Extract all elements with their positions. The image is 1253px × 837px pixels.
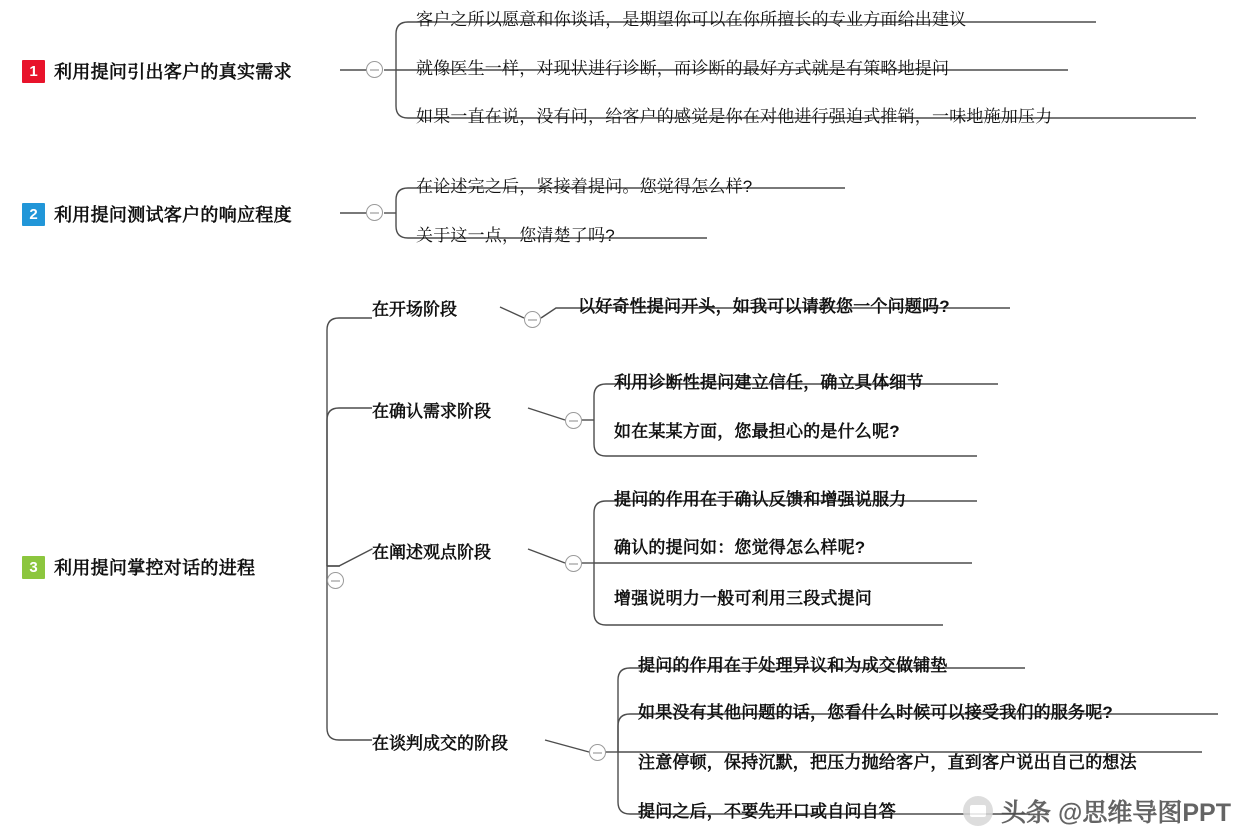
collapse-toggle-branch-1[interactable] (366, 61, 383, 78)
collapse-toggle-stage-1[interactable] (524, 311, 541, 328)
stage-label-2: 在确认需求阶段 (372, 402, 491, 421)
collapse-toggle-stage-4[interactable] (589, 744, 606, 761)
branch-badge-3: 3 (22, 556, 45, 579)
branch-root-3[interactable] (22, 554, 255, 580)
leaf-1-3: 如果一直在说，没有问，给客户的感觉是你在对他进行强迫式推销，一味地施加压力 (416, 107, 1053, 126)
branch-badge-1: 1 (22, 60, 45, 83)
branch-label-2: 利用提问测试客户的响应程度 (54, 205, 292, 225)
stage-label-3: 在阐述观点阶段 (372, 543, 491, 562)
branch-root-1[interactable] (22, 58, 292, 84)
branch-label-1: 利用提问引出客户的真实需求 (54, 62, 292, 82)
stage-label-1: 在开场阶段 (372, 300, 457, 319)
leaf-2-1: 在论述完之后，紧接着提问。您觉得怎么样? (416, 177, 753, 196)
collapse-toggle-branch-3[interactable] (327, 572, 344, 589)
leaf-3-3-1: 提问的作用在于确认反馈和增强说服力 (614, 490, 907, 509)
branch-root-2[interactable] (22, 201, 292, 227)
branch-label-3: 利用提问掌控对话的进程 (54, 558, 256, 578)
leaf-3-2-2: 如在某某方面，您最担心的是什么呢? (614, 422, 900, 441)
leaf-3-3-3: 增强说明力一般可利用三段式提问 (614, 589, 872, 608)
leaf-3-4-4: 提问之后，不要先开口或自问自答 (638, 802, 896, 821)
watermark-text: 头条 @思维导图PPT (1001, 799, 1231, 827)
stage-label-4: 在谈判成交的阶段 (372, 734, 508, 753)
leaf-3-4-3: 注意停顿，保持沉默，把压力抛给客户，直到客户说出自己的想法 (638, 753, 1137, 772)
leaf-1-2: 就像医生一样，对现状进行诊断，而诊断的最好方式就是有策略地提问 (416, 59, 950, 78)
collapse-toggle-stage-3[interactable] (565, 555, 582, 572)
leaf-3-2-1: 利用诊断性提问建立信任，确立具体细节 (614, 373, 924, 392)
watermark-logo-icon (963, 796, 993, 826)
leaf-2-2: 关于这一点，您清楚了吗? (416, 226, 615, 245)
collapse-toggle-stage-2[interactable] (565, 412, 582, 429)
leaf-3-4-2: 如果没有其他问题的话，您看什么时候可以接受我们的服务呢? (638, 703, 1113, 722)
leaf-3-4-1: 提问的作用在于处理异议和为成交做铺垫 (638, 656, 948, 675)
branch-badge-2: 2 (22, 203, 45, 226)
leaf-1-1: 客户之所以愿意和你谈话，是期望你可以在你所擅长的专业方面给出建议 (416, 10, 967, 29)
leaf-3-1-1: 以好奇性提问开头，如我可以请教您一个问题吗? (578, 297, 950, 316)
watermark (963, 793, 1231, 829)
leaf-3-3-2: 确认的提问如：您觉得怎么样呢? (614, 538, 866, 557)
collapse-toggle-branch-2[interactable] (366, 204, 383, 221)
